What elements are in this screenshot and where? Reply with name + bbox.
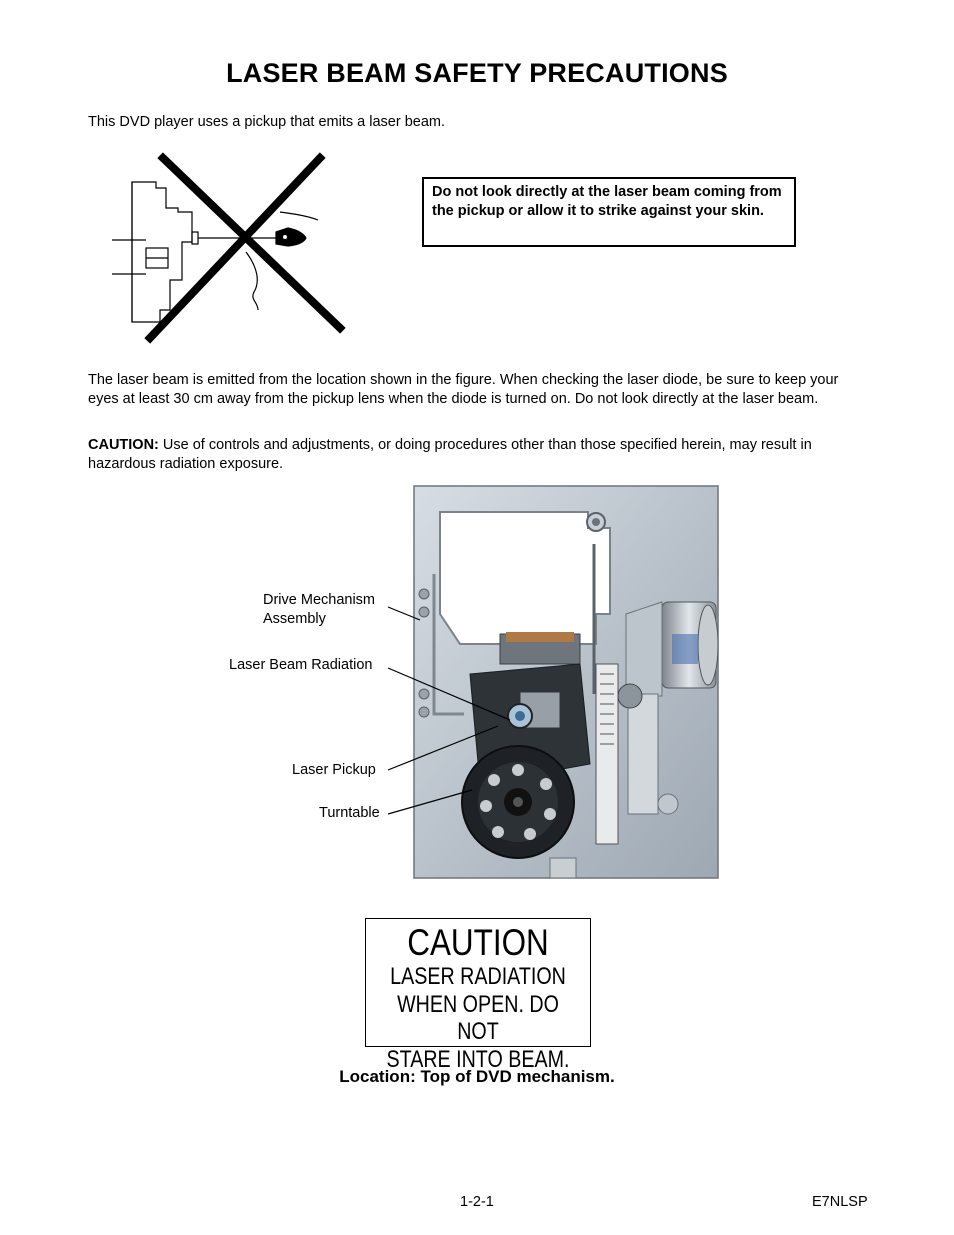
caution-title: CAUTION bbox=[407, 922, 549, 963]
laser-emission-paragraph: The laser beam is emitted from the location shown in the figure. When checking the laser diode, be sure to keep your eyes at least 30 cm away from the pickup lens when the diode is turned on. Do not look directly at the laser beam. bbox=[88, 372, 839, 407]
intro-text: This DVD player uses a pickup that emits a laser beam. bbox=[88, 114, 446, 130]
caution-line-3: STARE INTO BEAM. bbox=[386, 1045, 570, 1073]
callout-turntable: Turntable bbox=[319, 805, 380, 821]
document-code: E7NLSP bbox=[812, 1194, 868, 1210]
caution-line-1: LASER RADIATION bbox=[390, 963, 566, 990]
callout-laser-pickup: Laser Pickup bbox=[292, 762, 376, 778]
caution-inline-text: Use of controls and adjustments, or doing procedures other than those specified herein, may result in hazardous radiation exposure. bbox=[88, 437, 812, 472]
callout-drive-mechanism bbox=[263, 591, 375, 629]
caution-label-box bbox=[365, 918, 591, 1073]
caution-text bbox=[386, 963, 570, 1073]
caution-line-2: WHEN OPEN. DO NOT bbox=[397, 990, 559, 1045]
caution-inline-label: CAUTION: bbox=[88, 437, 159, 453]
callout-drive-line1: Drive Mechanism bbox=[263, 592, 375, 608]
page-number: 1-2-1 bbox=[460, 1194, 494, 1210]
do-not-look-illustration bbox=[108, 150, 348, 345]
warning-box: Do not look directly at the laser beam coming from the pickup or allow it to strike against your skin. bbox=[422, 177, 796, 247]
caution-paragraph bbox=[88, 436, 868, 474]
callout-drive-line2: Assembly bbox=[263, 611, 326, 627]
location-caption: Location: Top of DVD mechanism. bbox=[339, 1067, 615, 1086]
callout-leaders bbox=[380, 590, 530, 830]
callout-laser-beam: Laser Beam Radiation bbox=[229, 657, 373, 673]
page-title: LASER BEAM SAFETY PRECAUTIONS bbox=[226, 58, 728, 88]
